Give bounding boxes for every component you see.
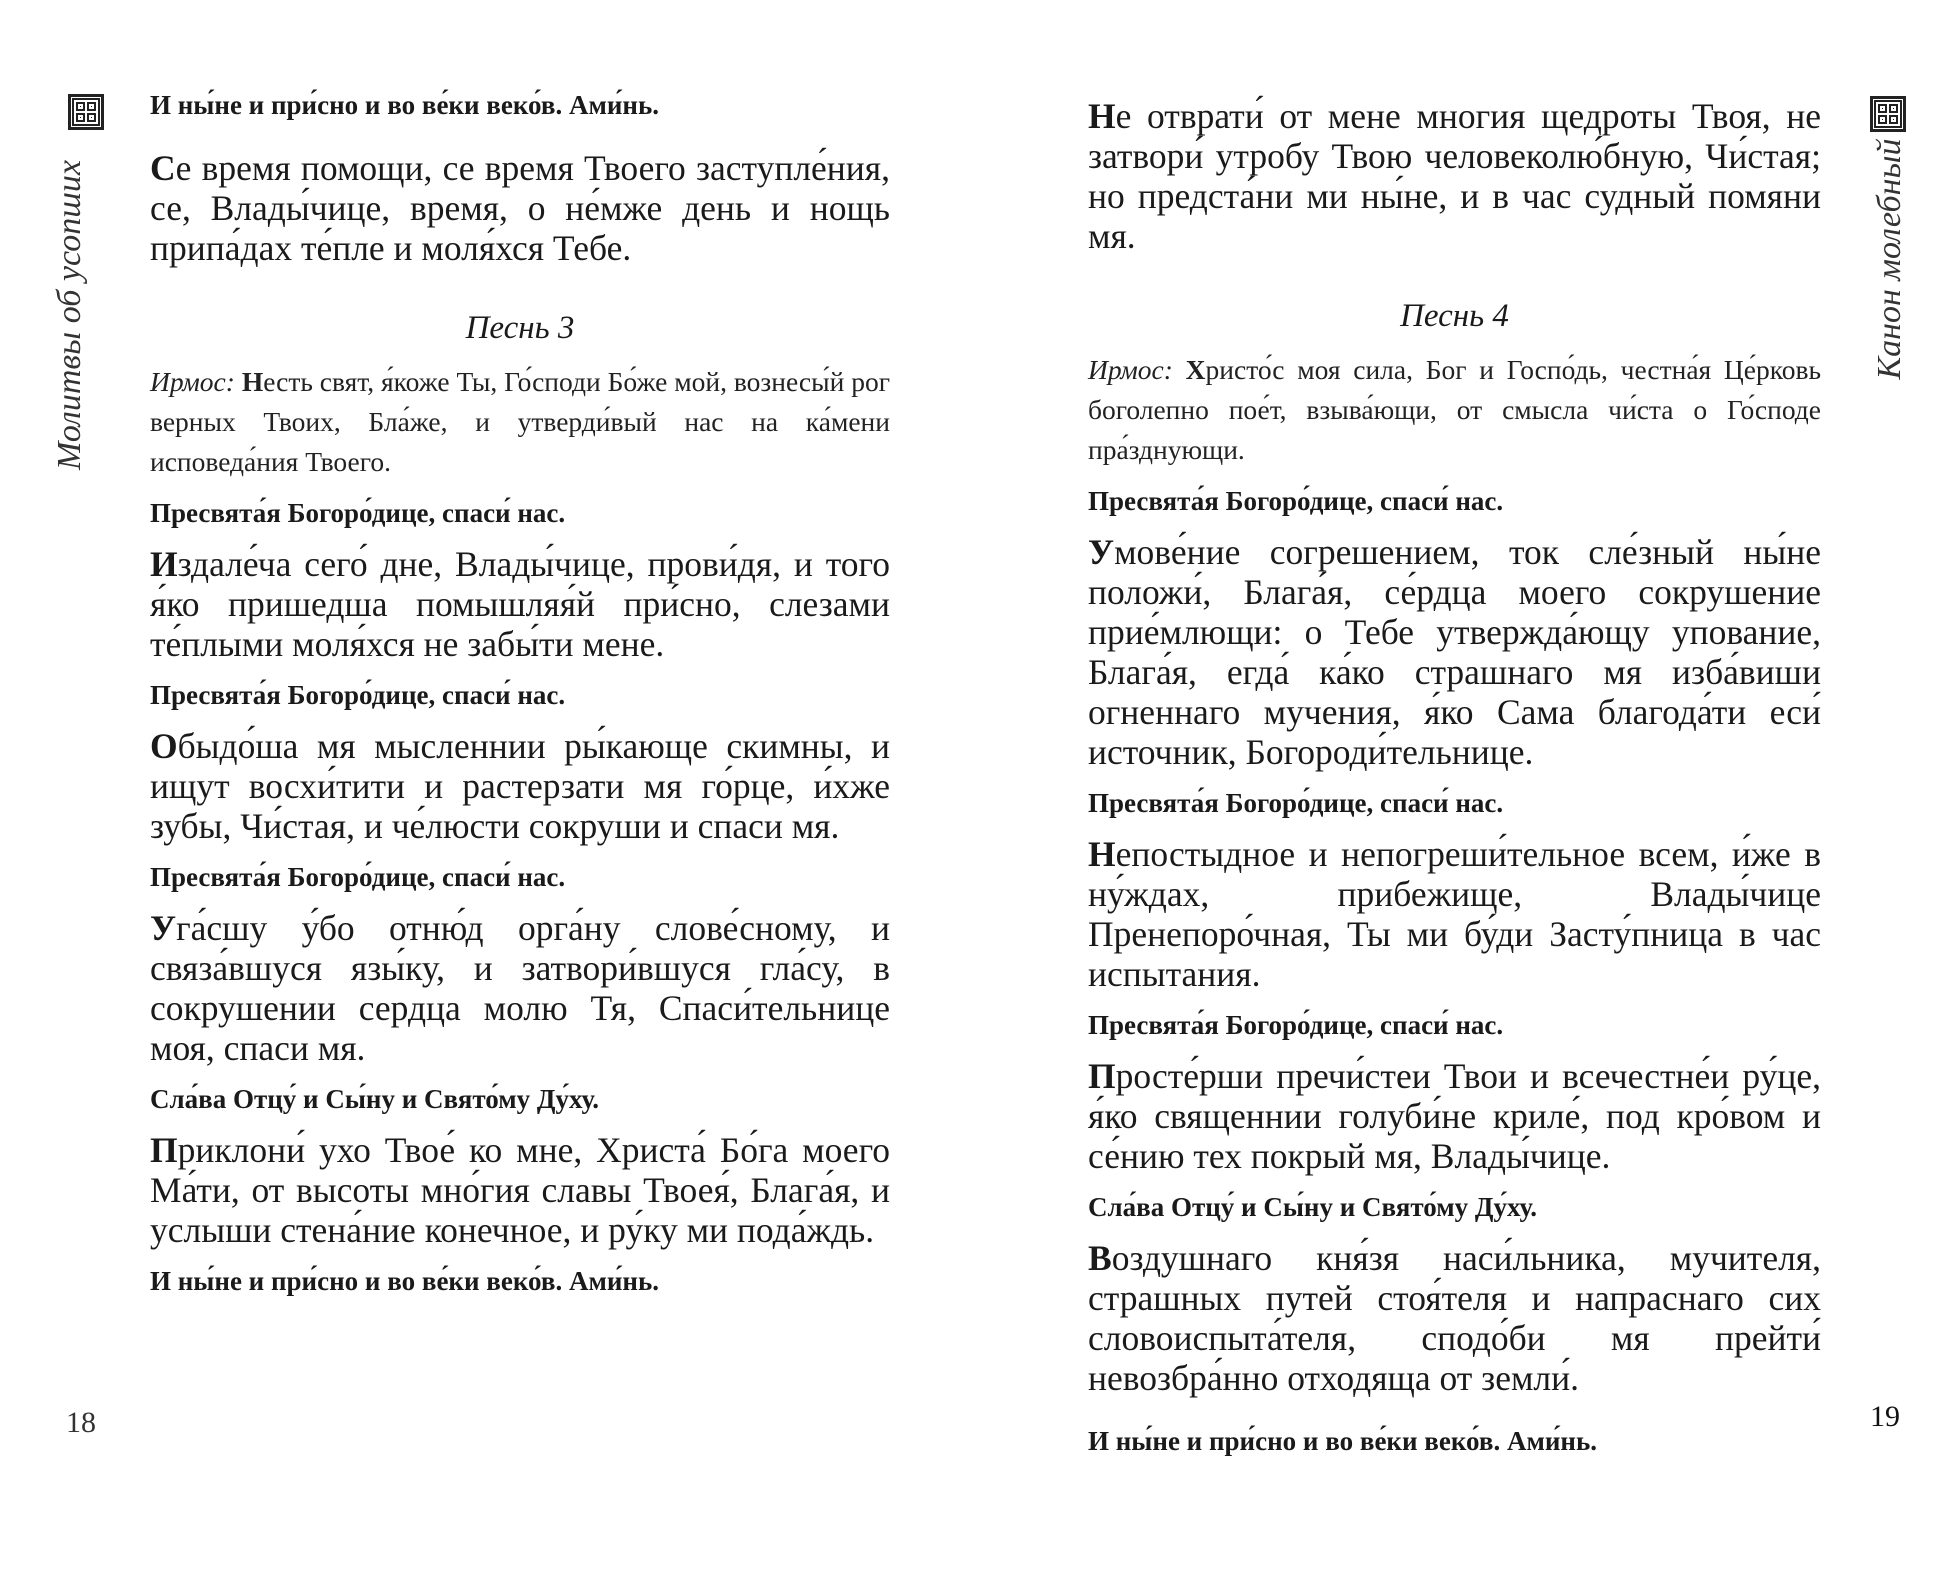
troparion: Обыдо́ша мя мысленнии ры́кающе скимны, и ищут восхи́тити и растерзати мя го́рце, и́хже зубы, Чи́стая, и че́люсти сокруши и спаси мя.: [150, 726, 890, 846]
refrain: Пресвята́я Богоро́дице, спаси́ нас.: [150, 498, 566, 528]
troparion: Не отврати́ от мене многия щедроты Твоя, не затвори́ утробу Твою человеколю́бную, Чи́стая; но предста́ни ми ны́не, и в час судный помяни мя.: [1088, 96, 1821, 256]
refrain: Пресвята́я Богоро́дице, спаси́ нас.: [1088, 788, 1504, 818]
troparion: Уга́сшу у́бо отню́д орга́ну слове́сному, и связа́вшуся язы́ку, и затвори́вшуся гла́су, в сокрушении сердца молю Тя, Спаси́тельнице моя, спаси мя.: [150, 908, 890, 1068]
page-number: 18: [66, 1406, 96, 1439]
ode-heading: Песнь 4: [1400, 298, 1509, 334]
theotokion: Приклони́ ухо Твое́ ко мне, Христа́ Бо́га моего Ма́ти, от высоты мно́гия славы Твоея́, Блага́я, и услыши стена́ние конечное, и ру́ку ми пода́ждь.: [150, 1130, 890, 1250]
troparion: Просте́рши пречи́стеи Твои и всечестне́и ру́це, я́ко священнии голуби́не криле́, под кро́вом и се́нию тех покрый мя, Влады́чице.: [1088, 1056, 1821, 1176]
glory: Сла́ва Отцу́ и Сы́ну и Свято́му Ду́ху.: [1088, 1192, 1538, 1222]
troparion: Умове́ние согрешением, ток сле́зный ны́не положи́, Блага́я, се́рдца моего сокрушение прие́млющи: о Тебе утвержда́ющу упование, Блага́я, егда́ ка́ко страшнаго мя изба́виши огненнаго мучения, я́ко Сама благода́ти еси́ источник, Богороди́тельнице.: [1088, 532, 1821, 772]
irmos: Ирмос: Христо́с моя сила, Бог и Госпо́дь, честна́я Це́рковь боголепно пое́т, взыва́ющи, от смысла чи́ста о Го́споде пра́зднующи.: [1088, 354, 1821, 465]
ode-heading: Песнь 3: [465, 310, 575, 346]
doxology: И ны́не и при́сно и во ве́ки веко́в. Ами́нь.: [1088, 1426, 1597, 1456]
refrain: Пресвята́я Богоро́дице, спаси́ нас.: [150, 862, 566, 892]
right-page: [1040, 0, 1943, 1578]
text-column: [1088, 96, 1821, 1458]
glory: Сла́ва Отцу́ и Сы́ну и Свято́му Ду́ху.: [150, 1084, 600, 1114]
page-number: 19: [1870, 1400, 1900, 1433]
running-head: Молитвы об усопших: [51, 160, 88, 470]
running-head: Канон молебный: [1871, 138, 1908, 380]
troparion: Издале́ча сего́ дне, Влады́чице, прови́дя, и того я́ко пришедша помышляя́й при́сно, слезами те́плыми моля́хся не забы́ти мене.: [150, 544, 890, 664]
irmos: Ирмос: Несть свят, я́коже Ты, Го́споди Бо́же мой, вознесы́й рог верных Твоих, Бла́же, и утверди́вый нас на ка́мени исповеда́ния Твоего.: [150, 366, 890, 477]
refrain: Пресвята́я Богоро́дице, спаси́ нас.: [150, 680, 566, 710]
left-page: [0, 0, 960, 1578]
refrain: Пресвята́я Богоро́дице, спаси́ нас.: [1088, 1010, 1504, 1040]
doxology: И ны́не и при́сно и во ве́ки веко́в. Ами́нь.: [150, 1266, 659, 1296]
doxology: И ны́не и при́сно и во ве́ки веко́в. Ами́нь.: [150, 90, 659, 120]
troparion: Воздушнаго кня́зя наси́льника, мучителя, страшных путей стоя́теля и напраснаго сих словоиспыта́теля, сподо́би мя прейти́ невозбра́нно отходяща от земли́.: [1088, 1238, 1821, 1398]
text-column: [150, 88, 890, 1298]
troparion: Непостыдное и непогреши́тельное всем, и́же в ну́ждах, прибежище, Влады́чице Пренепоро́чная, Ты ми бу́ди Засту́пница в час испытания.: [1088, 834, 1821, 994]
refrain: Пресвята́я Богоро́дице, спаси́ нас.: [1088, 486, 1504, 516]
troparion: Се время помощи, се время Твоего заступле́ния, се, Влады́чице, время, о не́мже день и нощь припа́дах те́пле и моля́хся Тебе.: [150, 148, 890, 268]
